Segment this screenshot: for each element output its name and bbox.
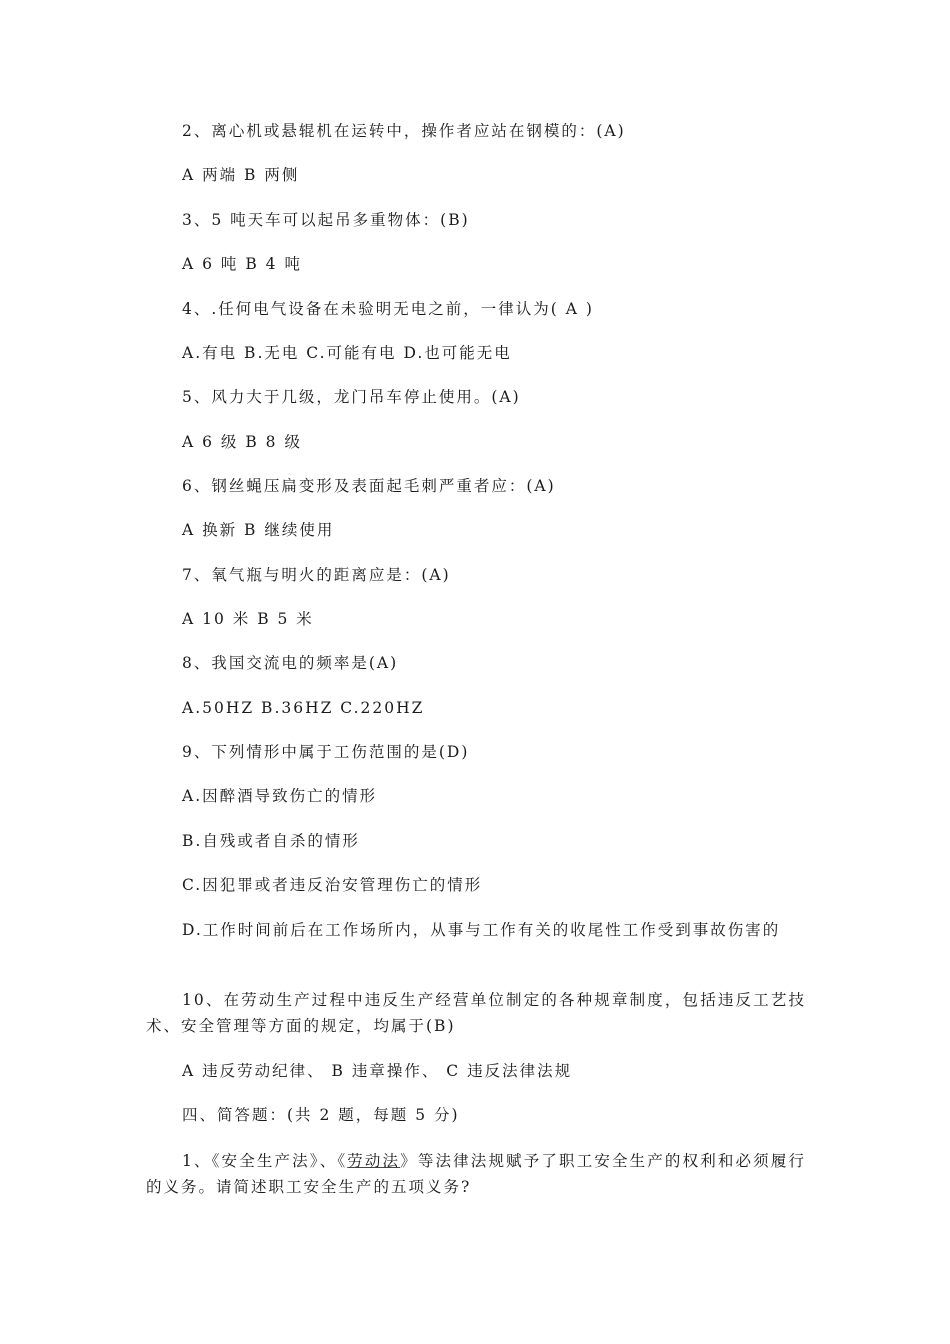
question-6-options: A 换新 B 继续使用: [182, 521, 335, 539]
question-9-option-d: D.工作时间前后在工作场所内，从事与工作有关的收尾性工作受到事故伤害的: [182, 921, 781, 939]
question-9: 9、下列情形中属于工伤范围的是(D): [182, 743, 470, 761]
question-9-option-c: C.因犯罪或者违反治安管理伤亡的情形: [182, 876, 483, 894]
short-answer-1-suffix: 》等法律法规赋予了职工安全生产的权利和必须履行的义务。请简述职工安全生产的五项义务?: [146, 1152, 806, 1196]
question-2: 2、离心机或悬辊机在运转中，操作者应站在钢模的：(A): [182, 122, 626, 140]
labor-law-link[interactable]: 劳动法: [347, 1152, 401, 1170]
question-4: 4、.任何电气设备在未验明无电之前，一律认为( A ): [182, 300, 594, 318]
question-5: 5、风力大于几级，龙门吊车停止使用。(A): [182, 388, 521, 406]
question-3-options: A 6 吨 B 4 吨: [182, 255, 302, 273]
question-5-options: A 6 级 B 8 级: [182, 433, 302, 451]
short-answer-1: [146, 1148, 806, 1200]
question-9-option-b: B.自残或者自杀的情形: [182, 832, 360, 850]
question-7-options: A 10 米 B 5 米: [182, 610, 314, 628]
question-8-options: A.50HZ B.36HZ C.220HZ: [182, 699, 425, 717]
question-8: 8、我国交流电的频率是(A): [182, 654, 399, 672]
question-6: 6、钢丝蝇压扁变形及表面起毛刺严重者应：(A): [182, 477, 556, 495]
question-4-options: A.有电 B.无电 C.可能有电 D.也可能无电: [182, 344, 512, 362]
short-answer-1-prefix: 1、《安全生产法》、《: [182, 1152, 348, 1170]
question-7: 7、氧气瓶与明火的距离应是：(A): [182, 566, 451, 584]
question-10: 10、在劳动生产过程中违反生产经营单位制定的各种规章制度，包括违反工艺技术、安全管理等方面的规定，均属于(B): [146, 991, 806, 1035]
question-10-options: A 违反劳动纪律、 B 违章操作、 C 违反法律法规: [182, 1062, 573, 1080]
question-9-option-a: A.因醉酒导致伤亡的情形: [182, 787, 378, 805]
question-3: 3、5 吨天车可以起吊多重物体：(B): [182, 211, 470, 229]
question-2-options: A 两端 B 两侧: [182, 166, 300, 184]
section-4-heading: 四、简答题：(共 2 题，每题 5 分): [182, 1106, 460, 1124]
